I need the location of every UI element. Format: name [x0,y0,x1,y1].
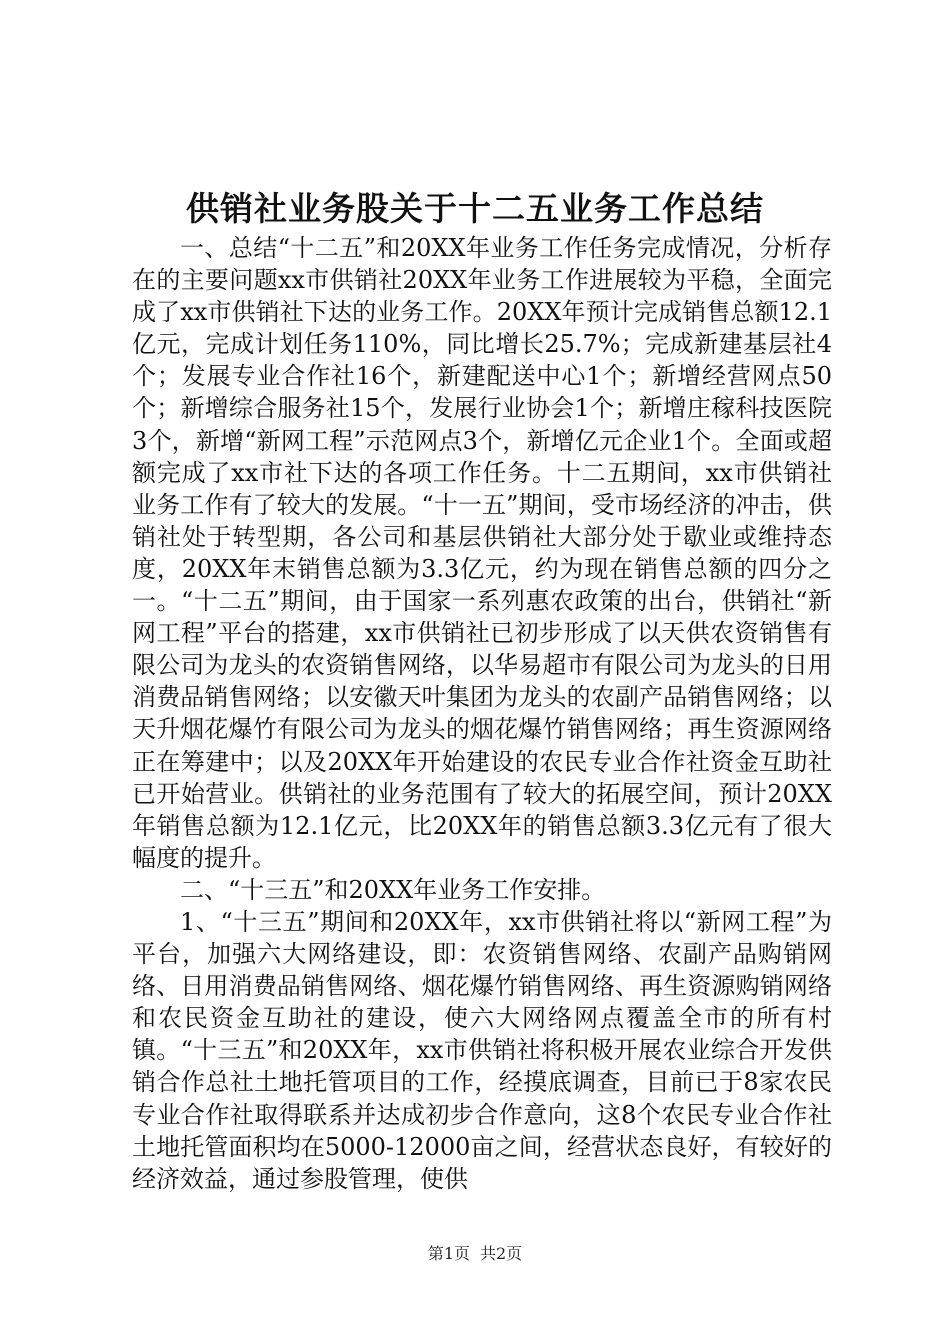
page-number: 第1页 [427,1244,470,1263]
paragraph-summary: 一、总结“十二五”和20XX年业务工作任务完成情况，分析存在的主要问题xx市供销社20XX年业务工作进展较为平稳，全面完成了xx市供销社下达的业务工作。20XX年预计完成销售总额12.1亿元，完成计划任务110%，同比增长25.7%；完成新建基层社4个；发展专业合作社16个，新建配送中心1个；新增经营网点50个；新增综合服务社15个，发展行业协会1个；新增庄稼科技医院3个，新增“新网工程”示范网点3个，新增亿元企业1个。全面或超额完成了xx市社下达的各项工作任务。十二五期间，xx市供销社业务工作有了较大的发展。“十一五”期间，受市场经济的冲击，供销社处于转型期，各公司和基层供销社大部分处于歇业或维持态度，20XX年末销售总额为3.3亿元，约为现在销售总额的四分之一。“十二五”期间，由于国家一系列惠农政策的出台，供销社“新网工程”平台的搭建，xx市供销社已初步形成了以天供农资销售有限公司为龙头的农资销售网络，以华易超市有限公司为龙头的日用消费品销售网络；以安徽天叶集团为龙头的农副产品销售网络；以天升烟花爆竹有限公司为龙头的烟花爆竹销售网络；再生资源网络正在筹建中；以及20XX年开始建设的农民专业合作社资金互助社已开始营业。供销社的业务范围有了较大的拓展空间，预计20XX年销售总额为12.1亿元，比20XX年的销售总额3.3亿元有了很大幅度的提升。 [132,234,832,872]
paragraph-plan-item-1: 1、“十三五”期间和20XX年，xx市供销社将以“新网工程”为平台，加强六大网络建设，即：农资销售网络、农副产品购销网络、日用消费品销售网络、烟花爆竹销售网络、再生资源购销网络和农民资金互助社的建设，使六大网络网点覆盖全市的所有村镇。“十三五”和20XX年，xx市供销社将积极开展农业综合开发供销合作总社土地托管项目的工作，经摸底调查，目前已于8家农民专业合作社取得联系并达成初步合作意向，这8个农民专业合作社土地托管面积均在5000-12000亩之间，经营状态良好，有较好的经济效益，通过参股管理，使供 [132,907,832,1193]
paragraph-plan-heading: 二、“十三五”和20XX年业务工作安排。 [180,875,606,904]
document-title: 供销社业务股关于十二五业务工作总结 [186,189,764,228]
document-body [132,232,832,1195]
page-total: 共2页 [480,1244,523,1263]
page-footer [0,1243,950,1265]
